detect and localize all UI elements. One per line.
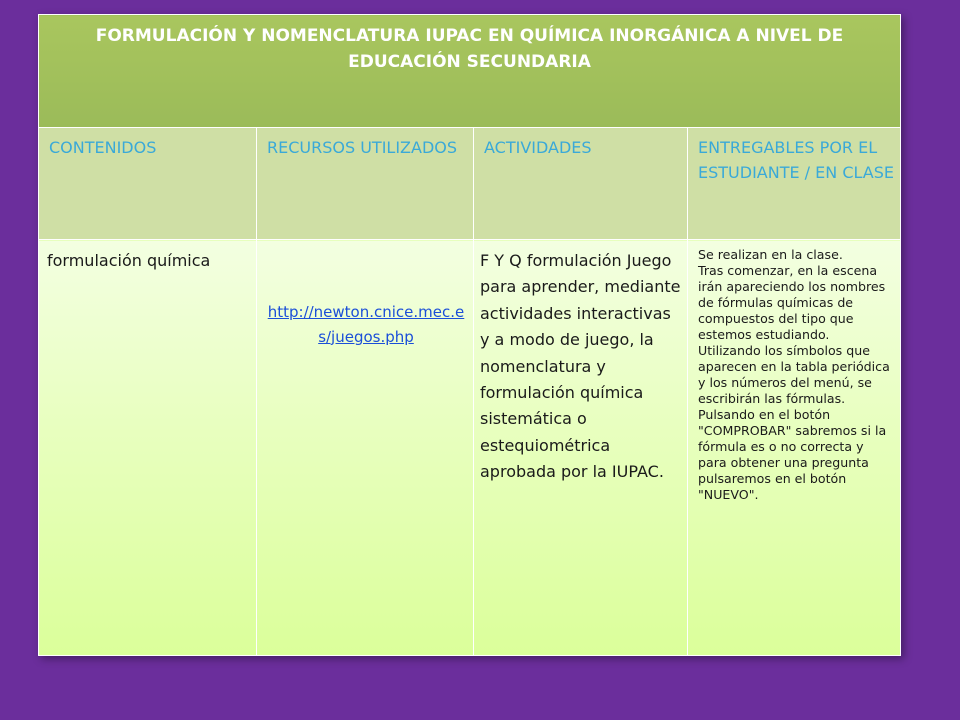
deliverables-cell [688,240,901,656]
header-recursos: RECURSOS UTILIZADOS [257,128,474,240]
curriculum-table [38,14,901,656]
resource-cell [257,240,474,656]
deliverable-text: Se realizan en la clase. [698,247,843,262]
deliverable-text: Tras comenzar, en la escena irán apareciendo los nombres de fórmulas químicas de compuestos del tipo que estemos estudiando. [698,262,886,342]
header-entregables: ENTREGABLES POR EL ESTUDIANTE / EN CLASE [688,128,901,240]
resource-link[interactable]: http://newton.cnice.mec.es/juegos.php [267,303,465,346]
deliverable-text: Utilizando los símbolos que aparecen en la tabla periódica y los números del menú, se escribirán las fórmulas. [698,342,890,406]
content-cell: formulación química [39,240,257,656]
table-row [39,240,901,656]
header-actividades: ACTIVIDADES [474,128,688,240]
deliverable-text: Pulsando en el botón "COMPROBAR" sabremos si la fórmula es o no correcta y para obtener una pregunta pulsaremos en el botón "NUEVO". [698,406,887,502]
table-title: FORMULACIÓN Y NOMENCLATURA IUPAC EN QUÍMICA INORGÁNICA A NIVEL DE EDUCACIÓN SECUNDARIA [39,15,901,128]
header-row [39,128,901,240]
activity-cell: F Y Q formulación Juego para aprender, mediante actividades interactivas y a modo de juego, la nomenclatura y formulación química sistemática o estequiométrica aprobada por la IUPAC. [474,240,688,656]
header-contenidos: CONTENIDOS [39,128,257,240]
